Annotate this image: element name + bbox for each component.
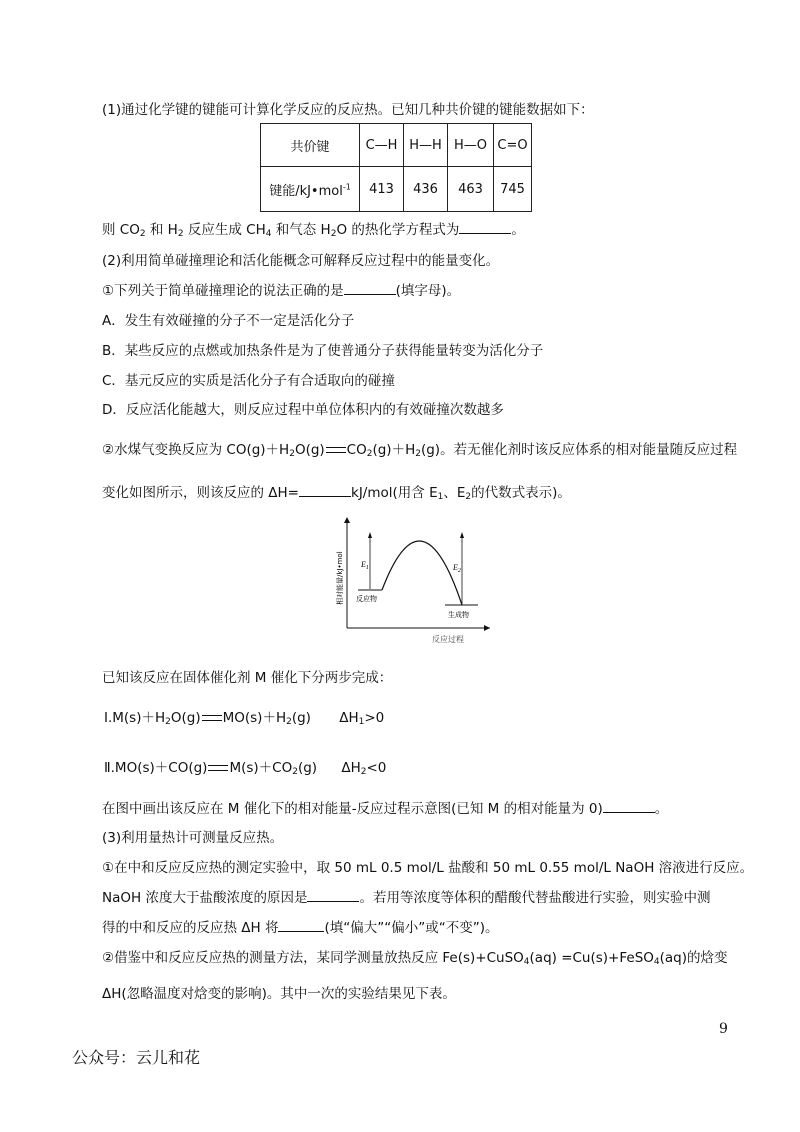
energy-label-cell: 键能/kJ•mol$^{-1}$ — [261, 167, 360, 212]
product-label: 生成物 — [448, 611, 469, 619]
bond-hh: H—H — [404, 124, 448, 167]
reactant-label: 反应物 — [356, 595, 377, 603]
part3-q1-line1: ①在中和反应反应热的测定实验中，取 50 mL 0.5 mol/L 盐酸和 50 mL 0.55 mol/L NaOH 溶液进行反应。 — [102, 860, 754, 876]
part2-q2-line1: ②水煤气变换反应为 $CO(g)+H_2O(g)$ $CO_2(g)+H_2(g)$。若无催化剂时该反应体系的相对能量随反应过程 — [102, 442, 738, 459]
answer-blank[interactable] — [278, 919, 324, 932]
part3-q1-line3: 得的中和反应的反应热 ΔH 将 (填“偏大”“偏小”或“不变”)。 — [102, 920, 499, 936]
answer-blank[interactable] — [344, 282, 396, 295]
energy-curve — [382, 541, 462, 605]
part2-q1: ①下列关于简单碰撞理论的说法正确的是 (填字母)。 — [102, 283, 461, 299]
footer-account: 公众号：云儿和花 — [72, 1048, 201, 1067]
bond-energy-table — [260, 123, 532, 212]
answer-blank[interactable] — [603, 800, 655, 813]
e2-arrow-head-icon — [460, 532, 464, 538]
x-axis-arrow-icon — [484, 625, 490, 631]
energy-co: 745 — [494, 167, 532, 212]
energy-ch: 413 — [360, 167, 404, 212]
answer-blank[interactable] — [459, 221, 511, 234]
energy-ho: 463 — [448, 167, 494, 212]
option-d: D．反应活化能越大，则反应过程中单位体积内的有效碰撞次数越多 — [102, 402, 504, 418]
part1-question: 则 $CO_2$ 和 $H_2$ 反应生成 $CH_4$ 和气态 $H_2O$ 的热化学方程式为 。 — [102, 222, 525, 239]
part3-q2-line2: ΔH(忽略温度对焓变的影响)。其中一次的实验结果见下表。 — [102, 986, 456, 1002]
option-a: A．发生有效碰撞的分子不一定是活化分子 — [102, 313, 355, 329]
part2-intro: (2)利用简单碰撞理论和活化能概念可解释反应过程中的能量变化。 — [102, 253, 500, 269]
energy-hh: 436 — [404, 167, 448, 212]
catalyst-intro: 已知该反应在固体催化剂 M 催化下分两步完成： — [102, 670, 393, 686]
x-axis-label: 反应过程 — [432, 635, 464, 644]
table-header-label: 共价键 — [261, 124, 360, 167]
energy-diagram — [320, 515, 500, 645]
part3-q1-line2: NaOH 浓度大于盐酸浓度的原因是 。若用等浓度等体积的醋酸代替盐酸进行实验，则实验中测 — [102, 890, 711, 906]
reversible-arrow-icon — [207, 763, 229, 773]
draw-instruction: 在图中画出该反应在 M 催化下的相对能量-反应过程示意图(已知 M 的相对能量为 0) 。 — [102, 801, 669, 817]
e1-label: $E_1$ — [361, 560, 369, 571]
option-c: C．基元反应的实质是活化分子有合适取向的碰撞 — [102, 373, 395, 389]
y-axis-arrow-icon — [344, 517, 350, 523]
step-1: $Ⅰ.M(s)+H_2O(g)$ $MO(s)+H_2(g)$ $\Delta H_1>0$ — [104, 710, 385, 727]
option-b: B．某些反应的点燃或加热条件是为了使普通分子获得能量转变为活化分子 — [102, 343, 544, 359]
bond-ch: C—H — [360, 124, 404, 167]
e2-label: $E_2$ — [453, 563, 461, 574]
part2-q2-line2: 变化如图所示，则该反应的 ΔH= kJ/mol(用含 $E_1$、$E_2$的代数式表示)。 — [102, 485, 571, 502]
reversible-arrow-icon — [325, 445, 347, 455]
reversible-arrow-icon — [201, 713, 223, 723]
part3-q2-line1: ②借鉴中和反应反应热的测量方法，某同学测量放热反应 Fe(s)+CuSO$_4$(aq) =Cu(s)+FeSO$_4$(aq)的焓变 — [102, 950, 728, 967]
page-number: 9 — [719, 1021, 728, 1037]
bond-ho: H—O — [448, 124, 494, 167]
e1-arrow-head-icon — [368, 532, 372, 538]
y-axis-label: 相对能量/kJ•mol — [336, 551, 344, 605]
part1-intro: (1)通过化学键的键能可计算化学反应的反应热。已知几种共价键的键能数据如下： — [102, 102, 594, 118]
part3-intro: (3)利用量热计可测量反应热。 — [102, 830, 284, 846]
answer-blank[interactable] — [307, 889, 359, 902]
step-2: Ⅱ.MO(s)＋CO(g) $M(s)+CO_2(g)$ $\Delta H_2<0$ — [104, 760, 387, 777]
bond-co: C=O — [494, 124, 532, 167]
answer-blank[interactable] — [299, 484, 351, 497]
